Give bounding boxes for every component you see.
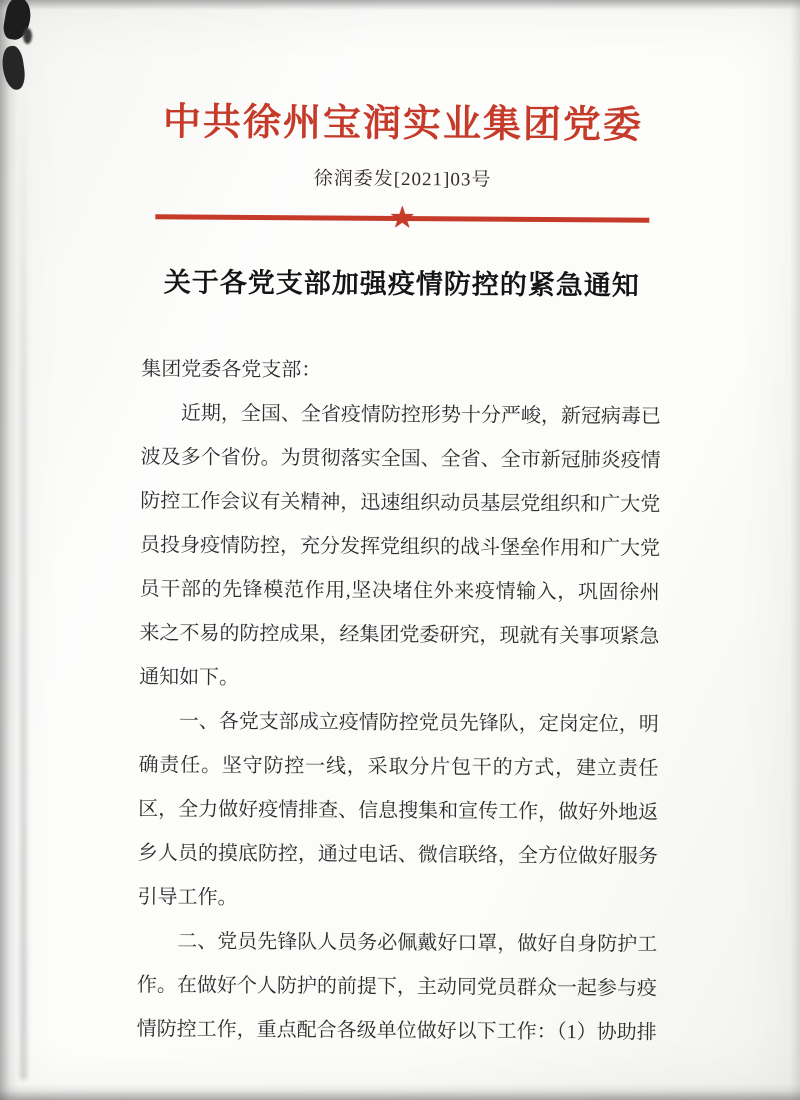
- star-icon: ★: [388, 200, 416, 235]
- document-body: [136, 347, 661, 1055]
- paragraph-item-2: 二、党员先锋队人员务必佩戴好口罩，做好自身防护工作。在做好个人防护的前提下，主动同党员群众一起参与疫情防控工作，重点配合各级单位做好以下工作：（1）协助排: [136, 930, 658, 1044]
- org-title: 中共徐州宝润实业集团党委: [162, 101, 644, 147]
- scan-edge-bottom: [0, 1084, 800, 1100]
- paragraph-intro: 近期，全国、全省疫情防控形势十分严峻，新冠病毒已波及多个省份。为贯彻落实全国、全省、全市新冠肺炎疫情防控工作会议有关精神，迅速组织动员基层党组织和广大党员投身疫情防控，充分发挥党组织的战斗堡垒作用和广大党员干部的先锋模范作用,坚决堵住外来疫情输入，巩固徐州来之不易的防控成果，经集团党委研究，现就有关事项紧急通知如下。: [139, 402, 662, 689]
- document-title: 关于各党支部加强疫情防控的紧急通知: [163, 267, 640, 301]
- doc-number: 徐润委发[2021]03号: [313, 168, 492, 191]
- red-divider: [155, 200, 649, 235]
- paragraph-item-1: 一、各党支部成立疫情防控党员先锋队，定岗定位，明确责任。坚守防控一线，采取分片包干的方式，建立责任区，全力做好疫情排查、信息搜集和宣传工作，做好外地返乡人员的摸底防控，通过电话、微信联络，全方位做好服务引导工作。: [137, 710, 659, 909]
- salutation: 集团党委各党支部：: [141, 358, 322, 382]
